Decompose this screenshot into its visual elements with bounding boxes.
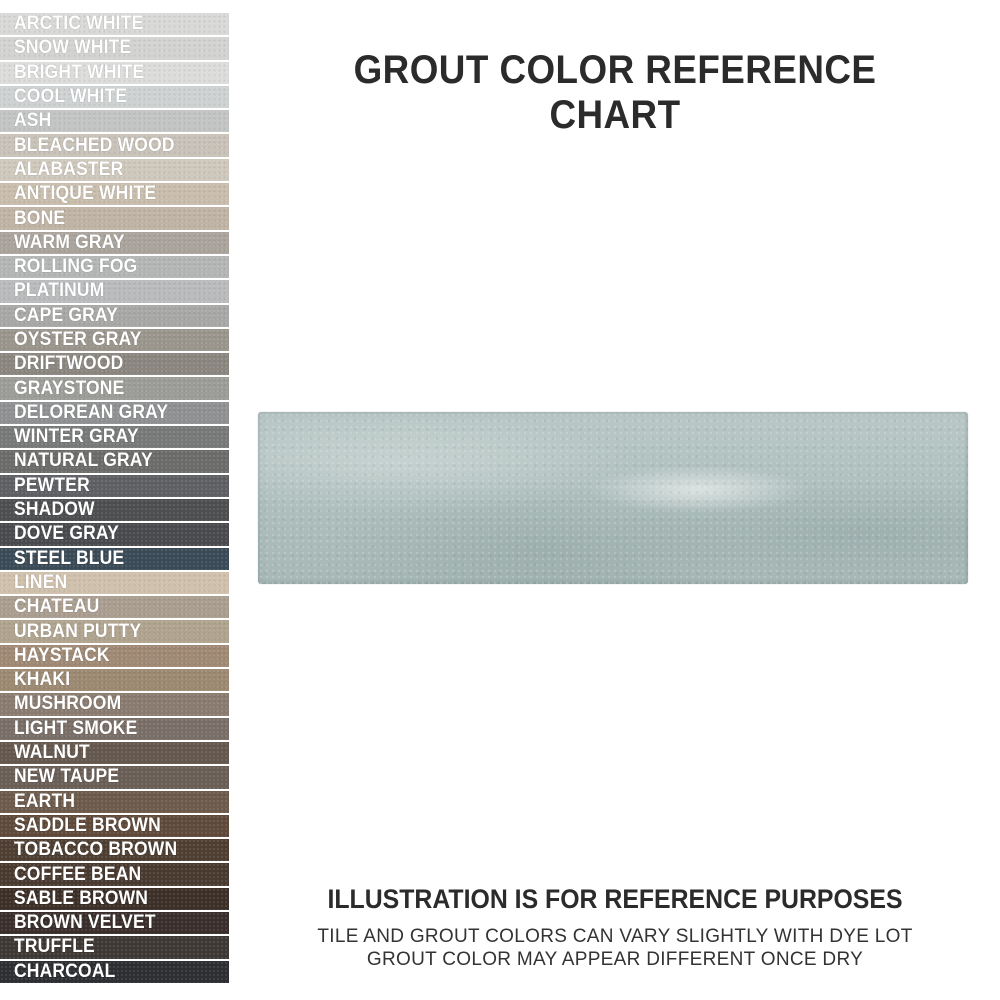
grout-swatch-label: ROLLING FOG (14, 256, 138, 278)
grout-swatch-label: ANTIQUE WHITE (14, 183, 157, 205)
grout-swatch-label: SHADOW (14, 499, 95, 521)
grout-swatch (0, 159, 229, 181)
grout-swatch (0, 305, 229, 327)
grout-swatch-label: NEW TAUPE (14, 766, 120, 788)
grout-swatch (0, 207, 229, 229)
grout-swatch-label: BRIGHT WHITE (14, 61, 145, 83)
grout-swatch-label: CHATEAU (14, 596, 100, 618)
grout-swatch (0, 912, 229, 934)
grout-swatch (0, 620, 229, 642)
grout-swatch-label: COOL WHITE (14, 86, 128, 108)
grout-swatch (0, 377, 229, 399)
grout-swatch-label: ASH (14, 110, 52, 132)
grout-swatch-list (0, 13, 229, 985)
grout-swatch-label: PLATINUM (14, 280, 105, 302)
grout-swatch-label: KHAKI (14, 669, 71, 691)
grout-swatch-label: DOVE GRAY (14, 523, 119, 545)
grout-swatch-label: HAYSTACK (14, 644, 110, 666)
grout-swatch (0, 936, 229, 958)
grout-swatch-label: BLEACHED WOOD (14, 134, 175, 156)
grout-swatch (0, 62, 229, 84)
grout-swatch (0, 669, 229, 691)
grout-swatch-label: EARTH (14, 790, 76, 812)
grout-swatch-label: SADDLE BROWN (14, 814, 161, 836)
grout-swatch (0, 742, 229, 764)
grout-swatch (0, 572, 229, 594)
grout-swatch-label: WALNUT (14, 742, 90, 764)
grout-swatch (0, 523, 229, 545)
grout-swatch-label: WARM GRAY (14, 231, 125, 253)
grout-swatch-label: PEWTER (14, 474, 90, 496)
grout-swatch (0, 37, 229, 59)
grout-swatch-label: TOBACCO BROWN (14, 839, 178, 861)
grout-swatch (0, 693, 229, 715)
grout-swatch-label: MUSHROOM (14, 693, 122, 715)
grout-swatch (0, 961, 229, 983)
reference-note-line: TILE AND GROUT COLORS CAN VARY SLIGHTLY WITH DYE LOT (317, 926, 913, 947)
grout-swatch-label: SNOW WHITE (14, 37, 132, 59)
grout-swatch (0, 791, 229, 813)
grout-swatch (0, 839, 229, 861)
grout-swatch-label: STEEL BLUE (14, 547, 125, 569)
grout-swatch-label: SABLE BROWN (14, 887, 149, 909)
grout-swatch-label: NATURAL GRAY (14, 450, 153, 472)
reference-note-heading: ILLUSTRATION IS FOR REFERENCE PURPOSES (327, 884, 903, 914)
grout-swatch (0, 134, 229, 156)
grout-swatch (0, 232, 229, 254)
grout-swatch-label: CAPE GRAY (14, 304, 118, 326)
grout-swatch-label: DRIFTWOOD (14, 353, 124, 375)
grout-swatch (0, 766, 229, 788)
grout-swatch-label: ARCTIC WHITE (14, 13, 144, 35)
grout-swatch-label: LIGHT SMOKE (14, 717, 138, 739)
grout-swatch (0, 499, 229, 521)
grout-swatch (0, 110, 229, 132)
grout-swatch-label: DELOREAN GRAY (14, 401, 169, 423)
reference-note-line: GROUT COLOR MAY APPEAR DIFFERENT ONCE DRY (366, 949, 864, 970)
grout-swatch-label: BONE (14, 207, 66, 229)
grout-swatch-label: GRAYSTONE (14, 377, 125, 399)
grout-swatch (0, 353, 229, 375)
grout-swatch-label: TRUFFLE (14, 936, 95, 958)
grout-swatch (0, 548, 229, 570)
grout-swatch (0, 329, 229, 351)
grout-swatch (0, 888, 229, 910)
grout-swatch (0, 426, 229, 448)
grout-swatch-label: CHARCOAL (14, 960, 116, 982)
grout-swatch-label: URBAN PUTTY (14, 620, 142, 642)
grout-swatch (0, 475, 229, 497)
grout-swatch (0, 450, 229, 472)
page-title: GROUT COLOR REFERENCE CHART (353, 48, 877, 137)
tile-illustration (258, 412, 968, 584)
grout-swatch (0, 280, 229, 302)
grout-swatch (0, 863, 229, 885)
grout-swatch (0, 645, 229, 667)
grout-swatch (0, 402, 229, 424)
grout-swatch-label: OYSTER GRAY (14, 329, 142, 350)
grout-swatch (0, 718, 229, 740)
grout-swatch (0, 596, 229, 618)
grout-swatch (0, 256, 229, 278)
grout-swatch-label: WINTER GRAY (14, 426, 139, 448)
grout-swatch-label: ALABASTER (14, 158, 124, 180)
grout-swatch (0, 13, 229, 35)
grout-swatch (0, 86, 229, 108)
grout-swatch-label: COFFEE BEAN (14, 863, 142, 885)
grout-swatch (0, 183, 229, 205)
grout-swatch-label: BROWN VELVET (14, 912, 156, 934)
grout-swatch (0, 815, 229, 837)
grout-swatch-label: LINEN (14, 571, 68, 593)
